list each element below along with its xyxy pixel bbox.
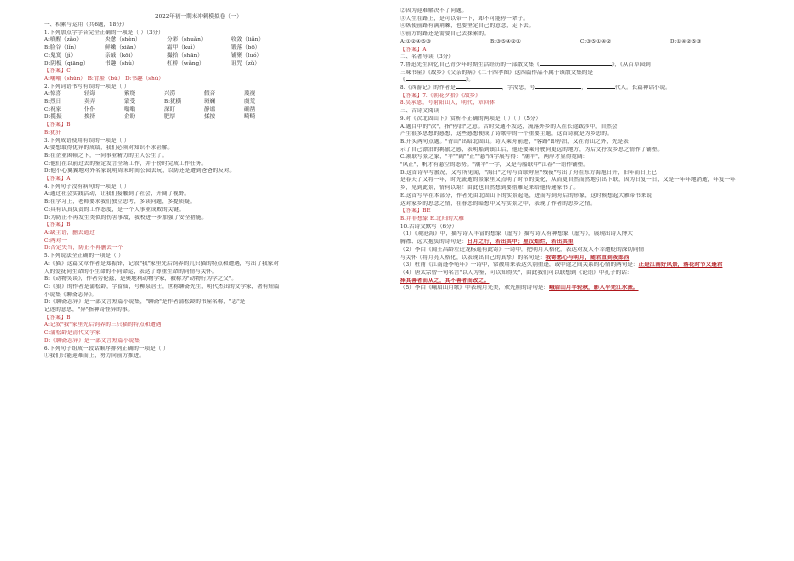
option-cell: 嗡嗡 [124, 106, 136, 113]
answer-note: D:否定失当，防止不再删去一个 [44, 245, 124, 252]
answer-note: B.并非想象 E.北归的大雁 [400, 215, 464, 222]
section-heading: 三、古诗文阅读 [400, 108, 440, 115]
option-cell: 静谧 [204, 106, 216, 113]
sentence-line: ③人生在路上，是可以带一下，却不可能停一辈子。 [400, 15, 529, 22]
question-8: 8.《西游记》的作者是 ，字汝忠，号 ， 代人。长篇神话小说。 [400, 85, 671, 92]
sentence-line: ②因为迎难解决不了问题。 [400, 8, 468, 14]
answer-label: 【答案】7.《朝花夕拾》《故乡》 [400, 92, 481, 99]
option-cell: 鲜嫩（xiān） [105, 45, 140, 52]
answer-note: A:记叙"我"家里先后饲养的三只猫的特点和遭遇 [44, 322, 162, 329]
option-line: C:具有认真负责的工作态度，是一个人事业成败的关键。 [44, 206, 185, 213]
option-line: D:为防止不再发生类似的伤害事故，我校进一步加强了安全措施。 [44, 214, 207, 221]
option-line: C:他们在以前过去的鉴定发言全场工作，并于傍时完成工作任务。 [44, 160, 207, 167]
poem-answer: 峨眉山月半轮秋，影入平羌江水流。 [549, 285, 639, 292]
option-line: A:要想取得优异的成绩，我们必须对知识不求甚解。 [44, 145, 173, 152]
option-c: C:③⑤①④② [580, 38, 612, 45]
option-row [44, 99, 399, 107]
option-line: ①我们只能迎难而上，努力向前方推进。 [44, 353, 145, 360]
option-line: B.开头两句点题。"青山"出暗北固山。诗人乘舟前进，"客路"即停泊，又在青山之外，先是表 [400, 138, 629, 145]
sentence-line: ⑤前方的路还是需要自己去探索的。 [400, 31, 490, 38]
option-line: D:《聊斋志异》是一部文言短篇小说集，"聊斋"是作者蒲松龄的书屋名称，"志"是 [44, 299, 246, 306]
option-line: 记述的意思，"异"指神奇怪异的事。 [44, 307, 134, 314]
option-line: 是春天了又将一年，时光流逝的景象里又点明了时节的变化，从而更自然而然地引出下联，因为日复一日，又是一年年地消逝，年复一年 [400, 177, 736, 184]
option-cell: 锻落（bō） [231, 45, 261, 52]
option-cell: 央惫（shèn） [105, 37, 141, 44]
option-cell: B:犹横 [164, 99, 182, 106]
option-row [44, 107, 399, 115]
option-line: A:通过社会实践活动，让我们接触到了社会，开阔了视野。 [44, 191, 190, 198]
right-column [400, 8, 756, 293]
option-line: A:《猫》这篇文章作者是郑振铎，记叙"我"家里先后饲养的几只猫的特点和遭遇，写出了我家对 [44, 260, 279, 267]
question-6: 6.下列句子组成一段话顺序排列正确的一项是（ ） [44, 345, 169, 352]
option-line: 达对家乡的思念之情，在眷恋的暗想中又写实景之中，表现了作者的思乡之情。 [400, 200, 596, 207]
answer-label: 【答案】B [44, 122, 71, 129]
answer-label: 【答案】C [44, 68, 71, 75]
option-line: B:《动物笑谈》，作者劳伦兹，是奥地利动物学家，被称为"动物行为学之父"。 [44, 276, 237, 283]
poem-prompt: （4）唐太宗曾一句名言"以人为鉴，可以知得失"，由此我们可以联想到《论语》中孔子的话： [400, 269, 633, 276]
option-cell: 霜甲（kuì） [167, 45, 199, 52]
poem-prompt: （2）李白《闻王昌龄左迁龙标遥有此寄》一诗中，把明月人格化，表达对友人不幸遭贬的深切同情 [400, 246, 645, 253]
sentence-line: ④纵使前路有满荆棘，也要坚定自己的意念，走下去。 [400, 23, 535, 30]
option-line: C.颔联写景之象，"平""阔""正""悬"四字展写得："潮平"，两岸才显得宽阔： [400, 154, 589, 161]
poem-answer: 择其善者而从之，其不善者而改之。 [400, 277, 490, 284]
option-cell: 斑斓 [204, 99, 216, 106]
option-row [44, 45, 399, 53]
option-line: B:在企业困顿之下，一向事业精力的主人公生了。 [44, 152, 168, 159]
option-row [44, 91, 399, 99]
option-cell: 挨挤 [84, 114, 96, 121]
question-7-blank: 《 》。 [400, 77, 474, 84]
option-cell: 确凿 [244, 106, 256, 113]
option-line: 人的爱抚同生命的小生命的不同命运，表达了尊重生命的同情与关怀。 [44, 268, 218, 275]
option-cell: 兴涝 [164, 91, 176, 98]
question-1: 1.下列加点字字音完全正确的一项是（ ）（3分） [44, 29, 164, 36]
answer-label: 【答案】A [400, 46, 427, 53]
option-b: B:③⑤④②① [490, 38, 522, 45]
option-row [44, 37, 399, 45]
answer-note: C:蒲松龄是清代文学家 [44, 330, 101, 337]
option-cell: 卖弄 [84, 99, 96, 106]
option-row [44, 53, 399, 61]
question-2-options [44, 91, 399, 122]
question-10: 10.古诗文默写（6分） [400, 223, 458, 230]
option-cell: 杠桥（wǎng） [167, 60, 205, 67]
option-line: D.这首诗早写旅况，又写所见闻，"海日"之句与首联呼应"残夜"写出了舟在东方海旭日升，旧年而日上已 [400, 169, 657, 176]
option-row [44, 61, 399, 69]
option-a: A:①②④⑤③ [400, 38, 431, 45]
option-cell: B:脸谷（lǐn） [44, 45, 80, 52]
option-d: D:①④②⑤③ [670, 38, 702, 45]
answer-label: 【答案】B [44, 314, 71, 321]
option-cell: 轻诲 [84, 91, 96, 98]
option-cell: 深盯 [164, 106, 176, 113]
option-cell: A:惊喜 [44, 91, 62, 98]
option-line: D:他小心翼翼地对外名家说明周末时间公园去玩，以防还是遭到爸爸的反对。 [44, 168, 235, 175]
question-5: 5.下列说法全正确的一项是（ ） [44, 253, 124, 260]
answer-note: D:《聊斋志异》是一部文言短篇小说集 [44, 337, 140, 344]
option-cell: 亲戚（kōi） [105, 52, 136, 59]
option-cell: 企盼 [124, 114, 136, 121]
option-cell: 萦绕 [124, 91, 136, 98]
option-line: 乡，见到此景，情何以堪！由此也自然想到要借雁足来给他传递家书了。 [400, 185, 580, 192]
question-3: 3.下列成语使用有误的一项是（ ） [44, 137, 130, 144]
option-line: "风正"，帆才有悬空的态势。"潮平"一字，又是与船联中"江春"一语作铺垫。 [400, 162, 589, 169]
option-cell: 肥厚 [164, 114, 176, 121]
answer-detail: 8.吴承恩，号射阳山人，明代，章回体 [400, 100, 495, 107]
poem-prompt: 与关怀（将月亮人格化，以表现出自己的真挚）的名句是：我寄愁心与明月，随君直到夜郎西 [400, 254, 630, 261]
answer-note: A:缺主语，删去通过 [44, 229, 95, 236]
answer-label: 【答案】B [44, 222, 71, 229]
answer-detail: B:犹犴 [44, 129, 62, 136]
poem-prompt: （3）杜甫《江南逢李龟年》一诗中，常被用来表达久别重逢，或中途之间关系的心情的两句是：正是江南好风景，落花时节又逢君 [400, 262, 723, 269]
option-line: E.这首写早在本部分，作者先由北固山下的实景起笔，进而写到舟后的形象，这时候想起大雁带书来说 [400, 192, 652, 199]
question-7: 7.鲁迅先生回忆自己青少年时期生活经历的一部散文集《 》，《从百草园到 [400, 61, 651, 68]
option-line: C:《狼》的作者是蒲松龄，字留仙，号柳泉居士，世称聊斋先生，明代杰出的文学家，著有短篇 [44, 283, 280, 290]
option-cell: 铺聚（luó） [231, 52, 263, 59]
poem-prompt: （5）李白《峨眉山月歌》中表现月光美，欢光照的诗句是：峨眉山月半轮秋，影入平羌江水流。 [400, 285, 639, 292]
option-cell: 畸畸 [244, 114, 256, 121]
option-cell: D:揽振 [44, 114, 62, 121]
answer-label: 【答案】A [44, 176, 71, 183]
option-cell: 分彩（shuǎn） [167, 37, 207, 44]
question-6-options [400, 39, 756, 47]
question-9: 9.对《次北固山下》赏析不正确的两项是（ ）（ ）（5分） [400, 115, 542, 122]
option-line: B:在学习上，老师要求我们独立思考，多读问题，多提质疑。 [44, 199, 196, 206]
option-cell: 书趣（shù） [105, 60, 138, 67]
answer-label: 【答案】BE [400, 208, 431, 215]
option-cell: 揉按 [204, 114, 216, 121]
option-cell: 诅咒（zǔ） [231, 60, 260, 67]
poem-answer: 日月之行，若出其中；星汉灿烂，若出其里 [467, 239, 574, 246]
option-cell: 仆仆 [84, 106, 96, 113]
option-line: 产生很多思想的感想，这些感想便成了诗歌中的一个重要主题，这首诗就是为乡思的。 [400, 131, 613, 138]
option-cell: 蔑视 [244, 91, 256, 98]
option-cell: B:烈日 [44, 99, 62, 106]
question-7-cont: 三味书屋》《故乡》《父亲的病》《二十四孝图》这四篇作品不属于该散文集的是 [400, 69, 593, 76]
option-cell: 撮拾（shān） [167, 52, 203, 59]
option-cell: 虞荒 [244, 99, 256, 106]
exam-title: 2022年初一期末冲刺模拟卷（一） [155, 14, 242, 20]
option-row [44, 114, 399, 122]
option-line: 示了自己漂泊的羁旅之感，表明船到镇江后，他还要乘舟驶向更远的地方，为后文抒发乡思之情作了铺垫。 [400, 146, 663, 153]
option-cell: C:鬼寞（jì） [44, 52, 77, 59]
option-cell: A:嗔醒（zǎo） [44, 37, 82, 44]
left-column [44, 22, 399, 361]
question-1-options [44, 37, 399, 68]
option-cell: 蒙受 [124, 99, 136, 106]
section-heading: 一、积累与运用（共6题，18分） [44, 22, 128, 28]
poem-prompt: （1）《观沧海》中，描写诗人丰富的想象（虚写）描写诗人有神想象（虚写），展现出诗人博大 [400, 231, 633, 238]
poem-answer: 正是江南好风景，落花时节又逢君 [638, 262, 723, 269]
option-cell: D:阴板（qiāng） [44, 60, 89, 67]
poem-prompt: 胸襟、远大抱负的诗句是：日月之行，若出其中；星汉灿烂，若出其里 [400, 239, 574, 246]
poem-answer-line [400, 278, 756, 286]
answer-note: C:两对一 [44, 237, 67, 244]
option-line: A.题目中的"次"，指"停泊"之意。古时交通不发达，流落外乡的人在长途跋涉中，自然会 [400, 123, 618, 130]
option-cell: 假音 [204, 91, 216, 98]
answer-detail: A:嘲嘲（shǔn） B:背脸（bǔ） D:书趣（shù） [44, 75, 164, 82]
section-heading: 二、名著导读（3分） [400, 54, 454, 61]
option-line: 小说集《聊斋志异》。 [44, 291, 98, 298]
poem-answer: 我寄愁心与明月，随君直到夜郎西 [545, 254, 630, 261]
option-cell: 收敛（liǎn） [231, 37, 264, 44]
question-4: 4.下列句子没有病句的一项是（ ） [44, 183, 130, 190]
option-cell: C:祝家 [44, 106, 62, 113]
question-2: 2.下列词语书写有误的一项是（ ） [44, 83, 130, 90]
